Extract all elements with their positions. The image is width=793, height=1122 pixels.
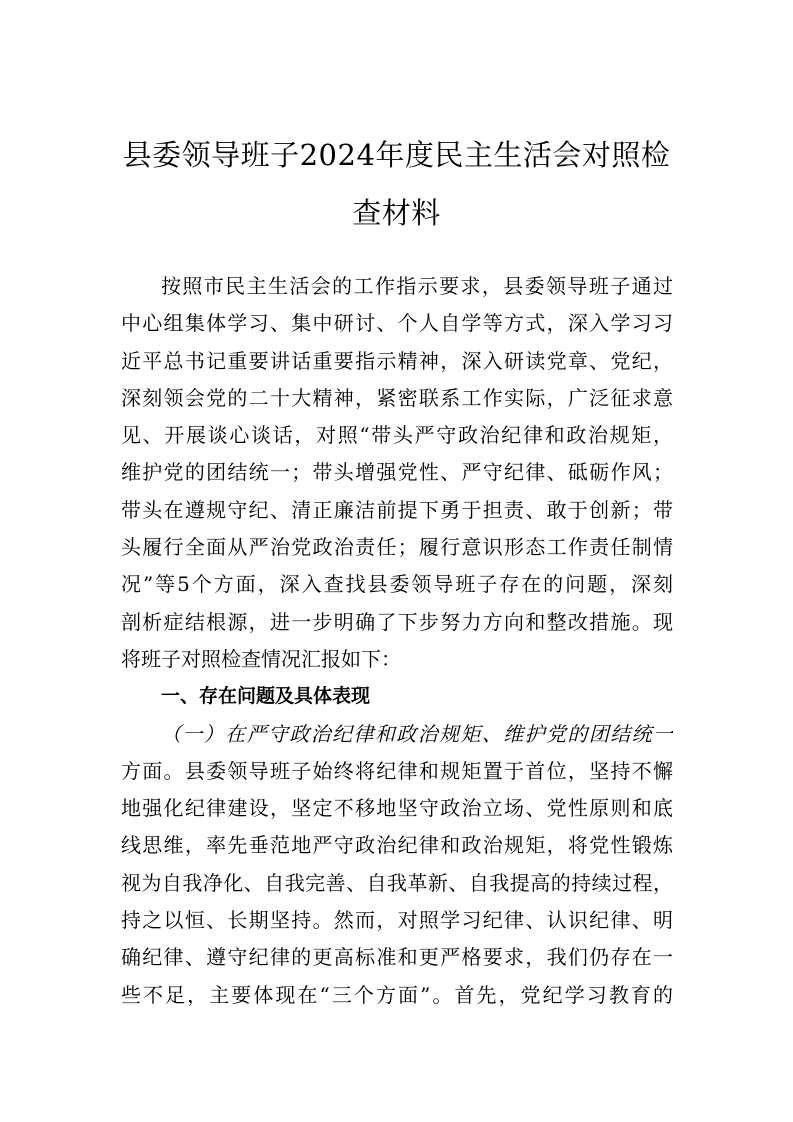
paragraph-1-line: 维护党的团结统一；带头增强党性、严守纪律、砥砺作风； xyxy=(121,460,673,485)
paragraph-1-line: 中心组集体学习、集中研讨、个人自学等方式，深入学习习 xyxy=(121,311,673,336)
paragraph-2-line: 确纪律、遵守纪律的更高标准和更严格要求，我们仍存在一 xyxy=(121,945,673,970)
document-body xyxy=(121,268,673,1014)
paragraph-2-line: 地强化纪律建设，坚定不移地坚守政治立场、党性原则和底 xyxy=(121,796,673,821)
paragraph-1-line: 头履行全面从严治党政治责任；履行意识形态工作责任制情 xyxy=(121,535,673,560)
paragraph-1-line: 带头在遵规守纪、清正廉洁前提下勇于担责、敢于创新；带 xyxy=(121,497,673,522)
section-1-heading: 一、存在问题及具体表现 xyxy=(161,685,371,708)
subsection-1-title: （一）在严守政治纪律和政治规矩、维护党的团结统一 xyxy=(161,721,673,746)
paragraph-2-line: 持之以恒、长期坚持。然而，对照学习纪律、认识纪律、明 xyxy=(121,908,673,933)
paragraph-1-line: 见、开展谈心谈话，对照“带头严守政治纪律和政治规矩， xyxy=(121,423,673,448)
paragraph-2-line: 些不足，主要体现在“三个方面”。首先，党纪学习教育的 xyxy=(121,982,673,1007)
paragraph-1-line: 深刻领会党的二十大精神，紧密联系工作实际，广泛征求意 xyxy=(121,385,673,410)
paragraph-1-line: 况”等5个方面，深入查找县委领导班子存在的问题，深刻 xyxy=(121,572,673,597)
title-line-2: 查材料 xyxy=(352,196,441,230)
paragraph-1-line: 按照市民主生活会的工作指示要求，县委领导班子通过 xyxy=(161,274,673,298)
paragraph-1-line: 近平总书记重要讲话重要指示精神，深入研读党章、党纪， xyxy=(121,348,673,373)
document-title xyxy=(100,126,693,242)
paragraph-2-line: 线思维，率先垂范地严守政治纪律和政治规矩，将党性锻炼 xyxy=(121,833,673,858)
paragraph-1-line: 剖析症结根源，进一步明确了下步努力方向和整改措施。现 xyxy=(121,609,673,634)
paragraph-2-line: 视为自我净化、自我完善、自我革新、自我提高的持续过程， xyxy=(121,870,673,895)
title-line-1: 县委领导班子2024年度民主生活会对照检 xyxy=(122,138,671,172)
paragraph-1-line: 将班子对照检查情况汇报如下： xyxy=(121,646,401,671)
paragraph-2-line: 方面。县委领导班子始终将纪律和规矩置于首位，坚持不懈 xyxy=(121,758,673,783)
